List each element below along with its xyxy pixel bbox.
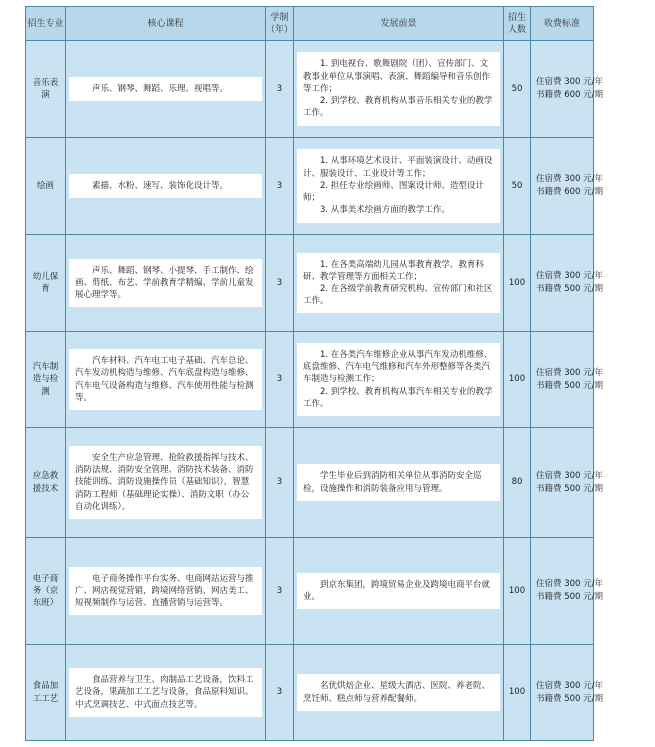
years-cell: 3 xyxy=(266,428,294,538)
prospect-cell: 1. 在各类高端幼儿园从事教育教学、教育科研、教学管理等方面相关工作； 2. 在各级学前教育研究机构、宣传部门和社区工作。 xyxy=(294,235,504,332)
header-course: 核心课程 xyxy=(66,7,266,41)
major-name: 汽车制造与检测 xyxy=(26,332,66,428)
quota-cell: 100 xyxy=(504,645,531,741)
header-years: 学制（年） xyxy=(266,7,294,41)
table-row xyxy=(26,645,594,741)
prospect-cell: 学生毕业后到消防相关单位从事消防安全巡检，设施操作和消防装备应用与管理。 xyxy=(294,428,504,538)
quota-cell: 100 xyxy=(504,332,531,428)
table-row xyxy=(26,332,594,428)
years-cell: 3 xyxy=(266,235,294,332)
fee-cell: 住宿费 300 元/年 书籍费 600 元/期 xyxy=(531,138,594,235)
course-cell: 声乐、钢琴、舞蹈、乐理、视唱等。 xyxy=(66,41,266,138)
fee-cell: 住宿费 300 元/年 书籍费 500 元/期 xyxy=(531,645,594,741)
course-cell: 声乐、舞蹈、钢琴、小提琴、手工制作、绘画、剪纸、布艺、学前教育学精编、学前儿童发展心理学等。 xyxy=(66,235,266,332)
major-name: 绘画 xyxy=(26,138,66,235)
major-name: 应急救援技术 xyxy=(26,428,66,538)
prospect-cell: 1. 到电视台、歌舞剧院（团）、宣传部门、文教事业单位从事演唱、表演、舞蹈编导和音乐创作等工作； 2. 到学校、教育机构从事音乐相关专业的教学工作。 xyxy=(294,41,504,138)
prospect-cell: 1. 在各类汽车维修企业从事汽车发动机维修、底盘维修、汽车电气维修和汽车外形整修等各类汽车制造与检测工作； 2. 到学校、教育机构从事汽车相关专业的教学工作。 xyxy=(294,332,504,428)
table-row xyxy=(26,235,594,332)
quota-cell: 80 xyxy=(504,428,531,538)
fee-cell: 住宿费 300 元/年 书籍费 600 元/期 xyxy=(531,41,594,138)
fee-cell: 住宿费 300 元/年 书籍费 500 元/期 xyxy=(531,538,594,645)
course-cell: 电子商务操作平台实务、电商网站运营与推广、网店视觉营销，跨境网络营销、网店美工、短视频制作与运营、直播营销与运营等。 xyxy=(66,538,266,645)
prospect-cell: 1. 从事环境艺术设计、平面装演设计、动画设计、服装设计、工业设计等工作； 2. 担任专业绘画师、图案设计师、造型设计师； 3. 从事美术绘画方面的教学工作。 xyxy=(294,138,504,235)
quota-cell: 100 xyxy=(504,235,531,332)
table-row xyxy=(26,41,594,138)
years-cell: 3 xyxy=(266,41,294,138)
course-cell: 汽车材料、汽车电工电子基础、汽车总论、汽车发动机构造与维修、汽车底盘构造与维修、汽车电气设备构造与维修、汽车使用性能与检测等。 xyxy=(66,332,266,428)
course-cell: 素描、水粉、速写、装饰化设计等。 xyxy=(66,138,266,235)
major-name: 幼儿保育 xyxy=(26,235,66,332)
quota-cell: 50 xyxy=(504,138,531,235)
prospect-cell: 名优烘焙企业、星级大酒店、医院、养老院、烹饪师、糕点师与营养配餐师。 xyxy=(294,645,504,741)
years-cell: 3 xyxy=(266,332,294,428)
course-cell: 安全生产应急管理、抢险救援指挥与技术、消防法规、消防安全管理、消防技术装备、消防技能训练、消防设施操作员（基础知识），智慧消防工程师（基础理论实操）、消防文职（办公自动化训练）。 xyxy=(66,428,266,538)
admissions-table xyxy=(25,6,603,741)
years-cell: 3 xyxy=(266,138,294,235)
fee-cell: 住宿费 300 元/年 书籍费 500 元/期 xyxy=(531,428,594,538)
table-header-row xyxy=(26,7,594,41)
header-quota: 招生人数 xyxy=(504,7,531,41)
table-row xyxy=(26,428,594,538)
header-fee: 收费标准 xyxy=(531,7,594,41)
header-major: 招生专业 xyxy=(26,7,66,41)
quota-cell: 50 xyxy=(504,41,531,138)
table-row xyxy=(26,538,594,645)
years-cell: 3 xyxy=(266,538,294,645)
quota-cell: 100 xyxy=(504,538,531,645)
major-name: 电子商务（京东班） xyxy=(26,538,66,645)
major-name: 音乐表演 xyxy=(26,41,66,138)
table-row xyxy=(26,138,594,235)
header-prospect: 发展前景 xyxy=(294,7,504,41)
prospect-cell: 到京东集团，跨境贸易企业及跨境电商平台就业。 xyxy=(294,538,504,645)
major-name: 食品加工工艺 xyxy=(26,645,66,741)
fee-cell: 住宿费 300 元/年 书籍费 500 元/期 xyxy=(531,332,594,428)
fee-cell: 住宿费 300 元/年 书籍费 500 元/期 xyxy=(531,235,594,332)
course-cell: 食品营养与卫生、肉制品工艺设备，饮料工艺设备，果蔬加工工艺与设备，食品原料知识、中式烹调技艺、中式面点技艺等。 xyxy=(66,645,266,741)
years-cell: 3 xyxy=(266,645,294,741)
